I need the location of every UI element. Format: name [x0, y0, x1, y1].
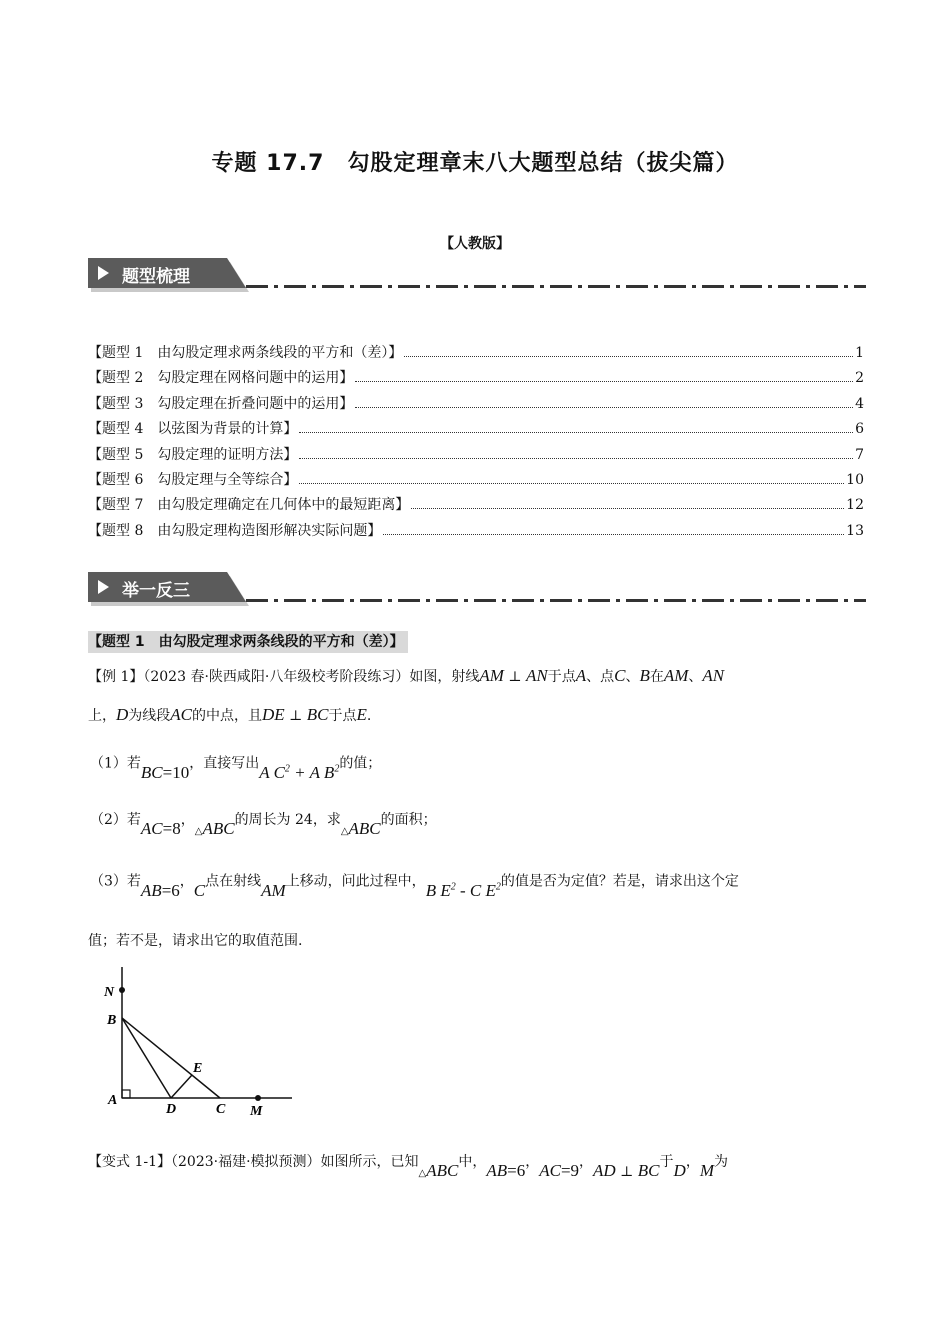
label-B: B	[107, 1013, 117, 1028]
label-C: C	[216, 1102, 226, 1117]
banner-topic-overview	[88, 258, 868, 290]
table-of-contents	[88, 342, 864, 545]
right-angle-mark	[122, 1090, 130, 1098]
label-N: N	[104, 985, 115, 1000]
toc-item[interactable]: 【题型 6 勾股定理与全等综合】 10	[88, 471, 864, 488]
example-1-line-2: 上，D为线段AC的中点，且DE ⊥ BC于点E.	[88, 705, 372, 724]
edition-label: 【人教版】	[440, 236, 510, 252]
segment-BC	[122, 1018, 220, 1098]
example-1-line-1: 【例 1】（2023 春·陕西咸阳·八年级校考阶段练习）如图，射线AM ⊥ AN于点A、点C、B在AM、AN	[88, 666, 725, 685]
toc-item[interactable]: 【题型 7 由勾股定理确定在几何体中的最短距离】 12	[88, 497, 864, 514]
label-M: M	[250, 1104, 263, 1119]
segment-BD	[122, 1018, 171, 1098]
toc-item[interactable]: 【题型 3 勾股定理在折叠问题中的运用】 4	[88, 395, 864, 412]
toc-item[interactable]: 【题型 4 以弦图为背景的计算】 6	[88, 421, 864, 438]
toc-item[interactable]: 【题型 2 勾股定理在网格问题中的运用】 2	[88, 370, 864, 387]
question-3: （3）若AB=6，C点在射线AM上移动，问此过程中，B $E^2$ - C $E^2$的值是否为定值？若是，请求出这个定	[90, 873, 739, 900]
point-N	[119, 987, 125, 993]
toc-item[interactable]: 【题型 1 由勾股定理求两条线段的平方和（差）】 1	[88, 345, 864, 361]
question-3-cont: 值；若不是，请求出它的取值范围.	[88, 933, 303, 949]
page-title: 专题 17.7 勾股定理章末八大题型总结（拔尖篇）	[211, 151, 739, 176]
banner-label: 举一反三	[122, 581, 190, 601]
question-2: （2）若AC=8，$_\triangle$ABC的周长为 24，求$_\triangle$ABC的面积；	[90, 812, 437, 838]
section-heading: 【题型 1 由勾股定理求两条线段的平方和（差）】	[88, 631, 408, 653]
dash-rule	[246, 599, 866, 602]
question-1: （1）若BC=10，直接写出A $C^2 + A$ $B^2$的值；	[90, 755, 382, 782]
label-A: A	[108, 1093, 118, 1108]
variant-1-1: 【变式 1-1】（2023·福建·模拟预测）如图所示，已知$_\triangle$ABC中，AB=6，AC=9，AD ⊥ BC于D，M为	[88, 1154, 728, 1180]
toc-item[interactable]: 【题型 8 由勾股定理构造图形解决实际问题】 13	[88, 522, 864, 539]
label-D: D	[166, 1102, 177, 1117]
banner-examples	[88, 572, 868, 604]
segment-DE	[171, 1075, 192, 1098]
label-E: E	[193, 1061, 203, 1076]
play-icon	[98, 266, 109, 280]
toc-item[interactable]: 【题型 5 勾股定理的证明方法】 7	[88, 446, 864, 463]
point-M	[255, 1095, 261, 1101]
banner-label: 题型梳理	[122, 267, 190, 287]
play-icon	[98, 580, 109, 594]
geometry-figure	[100, 965, 300, 1125]
dash-rule	[246, 285, 866, 288]
